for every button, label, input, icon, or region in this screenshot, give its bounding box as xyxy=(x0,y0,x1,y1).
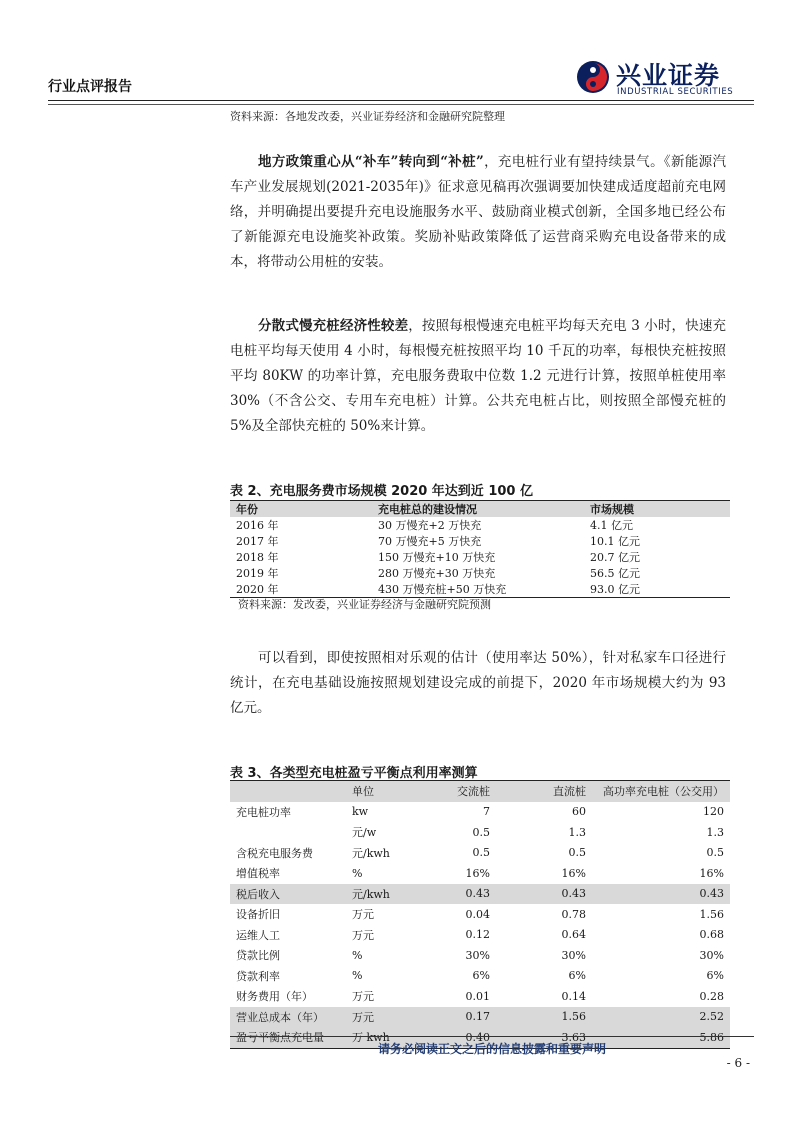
logo-mark-icon xyxy=(576,60,610,94)
table-cell: 万元 xyxy=(352,990,374,1004)
table-cell: 20.7 亿元 xyxy=(590,551,640,564)
table-cell: 120 xyxy=(703,805,724,819)
table-cell: 0.04 xyxy=(465,907,490,921)
table-cell: 0.5 xyxy=(472,825,490,839)
table-row xyxy=(230,863,730,884)
report-type-label: 行业点评报告 xyxy=(48,79,132,95)
table3-header-ac: 交流桩 xyxy=(424,781,496,802)
table-cell: 2020 年 xyxy=(230,581,372,598)
company-logo xyxy=(576,56,776,104)
table-cell: 2.52 xyxy=(592,1007,730,1028)
table-cell: 盈亏平衡点充电量 xyxy=(230,1027,346,1048)
table-row xyxy=(230,986,730,1007)
table-row xyxy=(230,565,730,581)
table-cell: 万元 xyxy=(346,1007,424,1028)
table-row xyxy=(230,802,730,823)
table-cell: 元/kwh xyxy=(346,884,424,905)
table2-header-year: 年份 xyxy=(230,501,372,518)
footer-rule xyxy=(230,1036,754,1037)
table-cell: 0.5 xyxy=(706,846,724,860)
table-cell: 4.1 亿元 xyxy=(590,519,633,532)
table-cell: 7 xyxy=(483,805,490,819)
table2-source: 资料来源：发改委，兴业证券经济与金融研究院预测 xyxy=(238,598,491,611)
table-cell: 1.56 xyxy=(699,907,724,921)
table-cell: 60 xyxy=(572,805,586,819)
table-cell: 0.01 xyxy=(465,989,490,1003)
table-cell: 6% xyxy=(568,969,586,983)
table-cell: 贷款利率 xyxy=(236,969,280,983)
table-cell: % xyxy=(352,866,363,880)
table-cell: 1.3 xyxy=(568,825,586,839)
table-cell: 2016 年 xyxy=(236,519,279,532)
table-row xyxy=(230,822,730,843)
table3-header-unit: 单位 xyxy=(346,781,424,802)
page-number: - 6 - xyxy=(726,1056,750,1070)
table-cell: 56.5 亿元 xyxy=(590,567,640,580)
table2-market-size xyxy=(230,500,730,598)
table-cell: 30% xyxy=(699,948,724,962)
table-cell: 元/w xyxy=(352,826,377,840)
table-row xyxy=(230,945,730,966)
paragraph-policy-lead: 地方政策重心从“补车”转向到“补桩” xyxy=(258,154,484,170)
table-cell: 财务费用（年） xyxy=(236,990,313,1004)
table-cell: 0.12 xyxy=(465,928,490,942)
table-cell: 93.0 亿元 xyxy=(584,581,730,598)
table-row xyxy=(230,843,730,864)
table-cell: % xyxy=(352,948,363,962)
table2-header-market: 市场规模 xyxy=(584,501,730,518)
table-cell: 0.14 xyxy=(561,989,586,1003)
table-cell: 16% xyxy=(465,866,490,880)
table3-header-hp: 高功率充电桩（公交用） xyxy=(592,781,730,802)
table-cell: 150 万慢充+10 万快充 xyxy=(378,551,496,564)
table-cell: 0.5 xyxy=(472,846,490,860)
table-row xyxy=(230,925,730,946)
table2-header-build: 充电桩总的建设情况 xyxy=(372,501,584,518)
table-cell: 0.5 xyxy=(568,846,586,860)
table-cell: 5.86 xyxy=(592,1027,730,1048)
table-cell: 2017 年 xyxy=(236,535,279,548)
table-cell: 6% xyxy=(472,969,490,983)
table-cell: 增值税率 xyxy=(236,867,280,881)
brand-name-en: INDUSTRIAL SECURITIES xyxy=(617,87,734,97)
table-row xyxy=(230,1007,730,1028)
table3-breakeven xyxy=(230,780,730,1049)
table-cell: 0.40 xyxy=(424,1027,496,1048)
table-cell: 元/kwh xyxy=(352,846,390,860)
paragraph-economics-body: ，按照每根慢速充电桩平均每天充电 3 小时，快速充电桩平均每天使用 4 小时，每根慢充桩按照平均 10 千瓦的功率，每根快充桩按照平均 80KW 的功率计算，充电服务费取中位数 1.2 元进行计算，按照单桩使用率 30%（不含公交、专用车充电桩）计算。公共充电桩占比，则按照全部慢充桩的 5%及全部快充桩的 50%来计算。 xyxy=(230,318,727,434)
table-cell: 0.17 xyxy=(424,1007,496,1028)
table-cell: 税后收入 xyxy=(230,884,346,905)
paragraph-economics-lead: 分散式慢充桩经济性较差 xyxy=(258,318,409,334)
table-cell: 万元 xyxy=(352,908,374,922)
table-cell: 0.64 xyxy=(561,928,586,942)
table-cell: 1.3 xyxy=(706,825,724,839)
table-row xyxy=(230,517,730,533)
table-cell: 充电桩功率 xyxy=(236,805,291,819)
table-cell: 0.43 xyxy=(424,884,496,905)
table-cell: 0.68 xyxy=(699,928,724,942)
table-row xyxy=(230,966,730,987)
table2-title: 表 2、充电服务费市场规模 2020 年达到近 100 亿 xyxy=(230,484,533,499)
paragraph-policy-body: ，充电桩行业有望持续景气。《新能源汽车产业发展规划(2021-2035年)》征求意见稿再次强调要加快建成适度超前充电网络，并明确提出要提升充电设施服务水平、鼓励商业模式创新，全国多地已经公布了新能源充电设施奖补政策。奖励补贴政策降低了运营商采购充电设备带来的成本，将带动公用桩的安装。 xyxy=(230,154,727,270)
table-cell: 设备折旧 xyxy=(236,908,280,922)
table-cell: 贷款比例 xyxy=(236,949,280,963)
table-cell: 6% xyxy=(706,969,724,983)
table-cell: 10.1 亿元 xyxy=(590,535,640,548)
table3-header-dc: 直流桩 xyxy=(496,781,592,802)
brand-name-cn: 兴业证券 xyxy=(616,61,721,90)
table-cell: 0.28 xyxy=(699,989,724,1003)
table-cell: 16% xyxy=(561,866,586,880)
table-cell: 0.78 xyxy=(561,907,586,921)
table-cell: 30% xyxy=(561,948,586,962)
table3-title: 表 3、各类型充电桩盈亏平衡点利用率测算 xyxy=(230,766,478,781)
table-row xyxy=(230,904,730,925)
table-row xyxy=(230,884,730,905)
table-cell: 70 万慢充+5 万快充 xyxy=(378,535,482,548)
paragraph-economics xyxy=(230,314,726,439)
table-cell: 430 万慢充桩+50 万快充 xyxy=(372,581,584,598)
table-cell: 运维人工 xyxy=(236,928,280,942)
table-cell: 万元 xyxy=(352,928,374,942)
header-rule-thin xyxy=(48,104,754,105)
table-cell: kw xyxy=(352,805,369,819)
table-cell: 16% xyxy=(699,866,724,880)
table-cell: 2018 年 xyxy=(236,551,279,564)
table3-header-item xyxy=(230,781,346,802)
footer-disclaimer: 请务必阅读正文之后的信息披露和重要声明 xyxy=(377,1042,606,1056)
source-note-top: 资料来源：各地发改委，兴业证券经济和金融研究院整理 xyxy=(230,110,505,123)
table-cell: 0.43 xyxy=(592,884,730,905)
table-cell: 0.43 xyxy=(496,884,592,905)
table-row xyxy=(230,549,730,565)
table-cell: 2019 年 xyxy=(236,567,279,580)
paragraph-conclusion: 可以看到，即使按照相对乐观的估计（使用率达 50%），针对私家车口径进行统计，在充电基础设施按照规划建设完成的前提下，2020 年市场规模大约为 93 亿元。 xyxy=(230,650,726,716)
table-cell: 30 万慢充+2 万快充 xyxy=(378,519,482,532)
table-cell: 含税充电服务费 xyxy=(236,846,313,860)
table-row xyxy=(230,533,730,549)
table-cell: 营业总成本（年） xyxy=(230,1007,346,1028)
table-cell: % xyxy=(352,969,363,983)
table-cell: 1.56 xyxy=(496,1007,592,1028)
table-cell: 280 万慢充+30 万快充 xyxy=(378,567,496,580)
header-rule xyxy=(48,100,754,101)
table-cell: 万 kwh xyxy=(346,1027,424,1048)
paragraph-policy xyxy=(230,150,726,275)
table-cell xyxy=(230,822,346,843)
table-cell: 30% xyxy=(465,948,490,962)
table-cell: 3.63 xyxy=(496,1027,592,1048)
